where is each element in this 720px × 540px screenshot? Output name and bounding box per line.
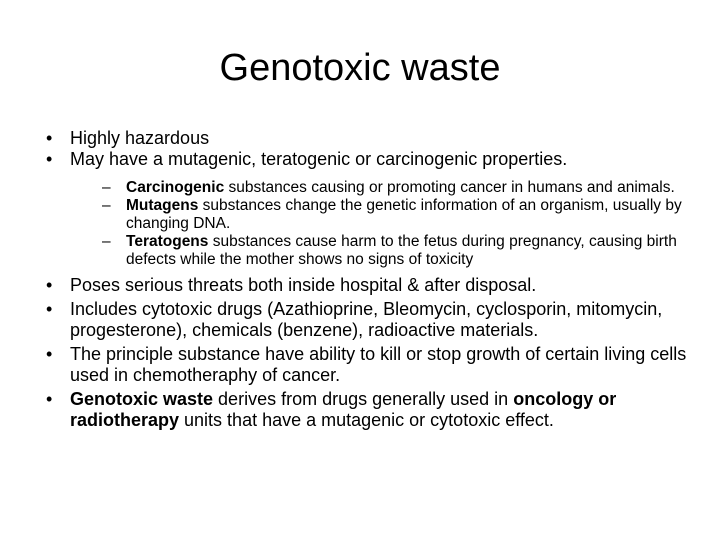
bullet-item bbox=[46, 299, 696, 341]
slide-title: Genotoxic waste bbox=[219, 47, 501, 89]
sub-bullet-list bbox=[46, 179, 696, 269]
bullet-text: May have a mutagenic, teratogenic or carcinogenic properties. bbox=[70, 149, 568, 169]
sub-bullet-item bbox=[102, 233, 696, 269]
bullet-marker: • bbox=[46, 389, 53, 409]
dash-marker: – bbox=[102, 179, 111, 196]
bullet-item bbox=[46, 275, 696, 296]
bullet-marker: • bbox=[46, 275, 53, 295]
dash-marker: – bbox=[102, 233, 111, 250]
bullet-item bbox=[46, 389, 696, 431]
bullet-marker: • bbox=[46, 344, 53, 364]
bullet-item bbox=[46, 128, 696, 149]
dash-marker: – bbox=[102, 197, 111, 214]
term-oncology-radiotherapy: oncology or radiotherapy bbox=[70, 389, 617, 430]
bullet-text: Includes cytotoxic drugs (Azathioprine, Bleomycin, cyclosporin, mitomycin, progesterone), chemicals (benzene), radioactive materials. bbox=[70, 299, 663, 340]
bullet-text: derives from drugs generally used in bbox=[213, 389, 514, 409]
sub-bullet-text: substances causing or promoting cancer in humans and animals. bbox=[224, 179, 675, 196]
bullet-text: The principle substance have ability to kill or stop growth of certain living cells used in chemotheraphy of cancer. bbox=[70, 344, 687, 385]
bullet-marker: • bbox=[46, 128, 53, 148]
bullet-text: Highly hazardous bbox=[70, 128, 210, 148]
bullet-item bbox=[46, 149, 696, 170]
bullet-list bbox=[46, 128, 696, 431]
sub-bullet-text: substances change the genetic information of an organism, usually by changing DNA. bbox=[126, 197, 682, 232]
term-genotoxic-waste: Genotoxic waste bbox=[70, 389, 214, 409]
bullet-text: Poses serious threats both inside hospital & after disposal. bbox=[70, 275, 537, 295]
bullet-marker: • bbox=[46, 149, 53, 169]
term-mutagens: Mutagens bbox=[126, 197, 199, 214]
bullet-item bbox=[46, 344, 696, 386]
bullet-text: units that have a mutagenic or cytotoxic effect. bbox=[179, 410, 554, 430]
bullet-marker: • bbox=[46, 299, 53, 319]
sub-bullet-item bbox=[102, 179, 696, 197]
sub-bullet-text: substances cause harm to the fetus during pregnancy, causing birth defects while the mother shows no signs of toxicity bbox=[126, 233, 677, 268]
term-carcinogenic: Carcinogenic bbox=[126, 179, 225, 196]
term-teratogens: Teratogens bbox=[126, 233, 209, 250]
sub-bullet-item bbox=[102, 197, 696, 233]
